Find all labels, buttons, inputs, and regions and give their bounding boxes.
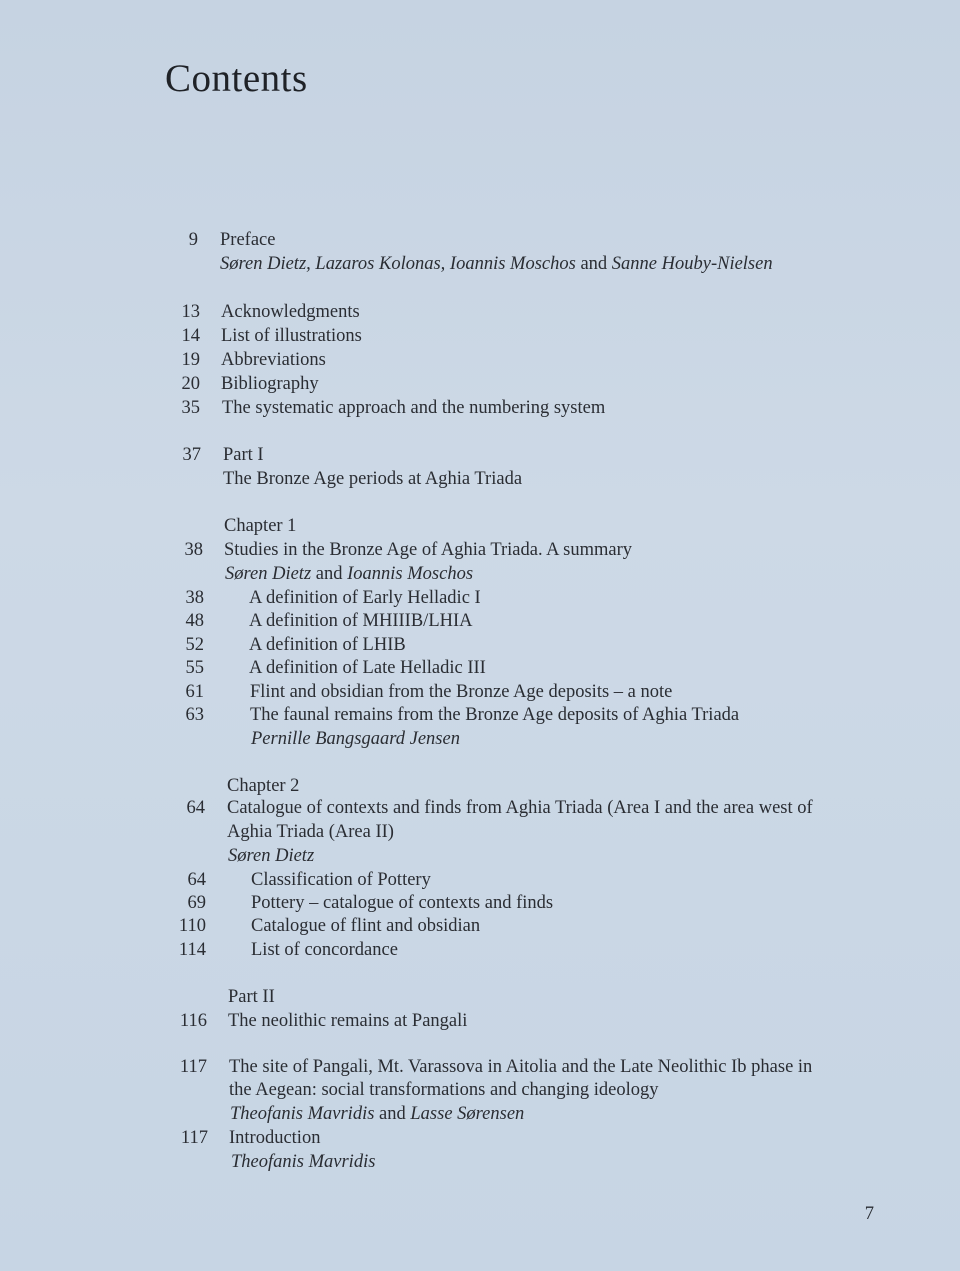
author-name: Pernille Bangsgaard Jensen <box>251 729 460 749</box>
page-ref: 20 <box>181 374 200 394</box>
entry-authors <box>220 252 773 276</box>
page-ref: 38 <box>185 588 204 608</box>
page-ref: 38 <box>184 540 203 560</box>
page-ref: 110 <box>178 916 206 936</box>
entry-title: Bibliography <box>221 374 319 394</box>
chapter-label: Chapter 1 <box>224 516 297 536</box>
part-title: The neolithic remains at Pangali <box>228 1011 468 1031</box>
entry-title: Preface <box>220 230 276 250</box>
page-ref: 63 <box>185 705 204 725</box>
author-name: Sanne Houby-Nielsen <box>611 254 773 274</box>
entry-title-continued: Aghia Triada (Area II) <box>227 822 394 842</box>
page-ref: 117 <box>180 1128 208 1148</box>
part-title: The Bronze Age periods at Aghia Triada <box>223 469 523 489</box>
page-ref: 64 <box>187 870 206 890</box>
entry-title: Studies in the Bronze Age of Aghia Triada. A summary <box>224 540 633 560</box>
entry-title: A definition of Early Helladic I <box>249 588 481 608</box>
author-conjunction: and <box>379 1104 406 1124</box>
entry-title: Flint and obsidian from the Bronze Age deposits – a note <box>250 682 673 702</box>
page-ref: 117 <box>179 1057 207 1077</box>
entry-title: A definition of Late Helladic III <box>249 658 486 678</box>
author-conjunction: and <box>315 564 343 584</box>
entry-title: Catalogue of flint and obsidian <box>251 916 481 936</box>
entry-title: Introduction <box>229 1128 321 1148</box>
page-ref: 61 <box>185 682 204 702</box>
entry-title: Abbreviations <box>221 350 326 370</box>
part-label: Part II <box>228 987 275 1007</box>
entry-title: List of concordance <box>251 940 398 960</box>
entry-title: The site of Pangali, Mt. Varassova in Aitolia and the Late Neolithic Ib phase in <box>229 1057 813 1077</box>
page-ref: 14 <box>181 326 200 346</box>
entry-title: Classification of Pottery <box>251 870 431 890</box>
page-number: 7 <box>864 1204 874 1224</box>
author-name: Theofanis Mavridis <box>230 1104 375 1124</box>
page-ref: 19 <box>181 350 200 370</box>
page-ref: 114 <box>178 940 206 960</box>
entry-title: A definition of LHIB <box>249 635 406 655</box>
entry-title: The faunal remains from the Bronze Age deposits of Aghia Triada <box>250 705 740 725</box>
part-label: Part I <box>223 445 264 465</box>
author-name: Ioannis Moschos <box>347 564 474 584</box>
chapter-label: Chapter 2 <box>227 776 300 796</box>
page-ref: 52 <box>185 635 204 655</box>
entry-authors <box>230 1102 524 1126</box>
entry-title: A definition of MHIIIB/LHIA <box>249 611 473 631</box>
author-name: Søren Dietz, Lazaros Kolonas, Ioannis Moschos <box>220 254 576 274</box>
entry-title: Catalogue of contexts and finds from Aghia Triada (Area I and the area west of <box>227 798 813 818</box>
author-name: Søren Dietz <box>225 564 312 584</box>
entry-title: Pottery – catalogue of contexts and finds <box>251 893 554 913</box>
page-ref: 37 <box>182 445 201 465</box>
entry-title: List of illustrations <box>221 326 362 346</box>
page-ref: 48 <box>185 611 204 631</box>
author-conjunction: and <box>580 254 608 274</box>
page-ref: 64 <box>186 798 205 818</box>
page-ref: 9 <box>188 230 198 250</box>
page-ref: 13 <box>181 302 200 322</box>
author-name: Lasse Sørensen <box>410 1104 525 1124</box>
entry-title: Acknowledgments <box>221 302 360 322</box>
entry-title: The systematic approach and the numbering system <box>222 398 606 418</box>
author-name: Theofanis Mavridis <box>231 1152 376 1172</box>
page-ref: 69 <box>187 893 206 913</box>
page-title: Contents <box>165 57 308 100</box>
page-ref: 116 <box>179 1011 207 1031</box>
page-ref: 55 <box>185 658 204 678</box>
entry-title-continued: the Aegean: social transformations and changing ideology <box>229 1080 659 1100</box>
author-name: Søren Dietz <box>228 846 315 866</box>
page-ref: 35 <box>181 398 200 418</box>
entry-authors <box>225 562 473 586</box>
